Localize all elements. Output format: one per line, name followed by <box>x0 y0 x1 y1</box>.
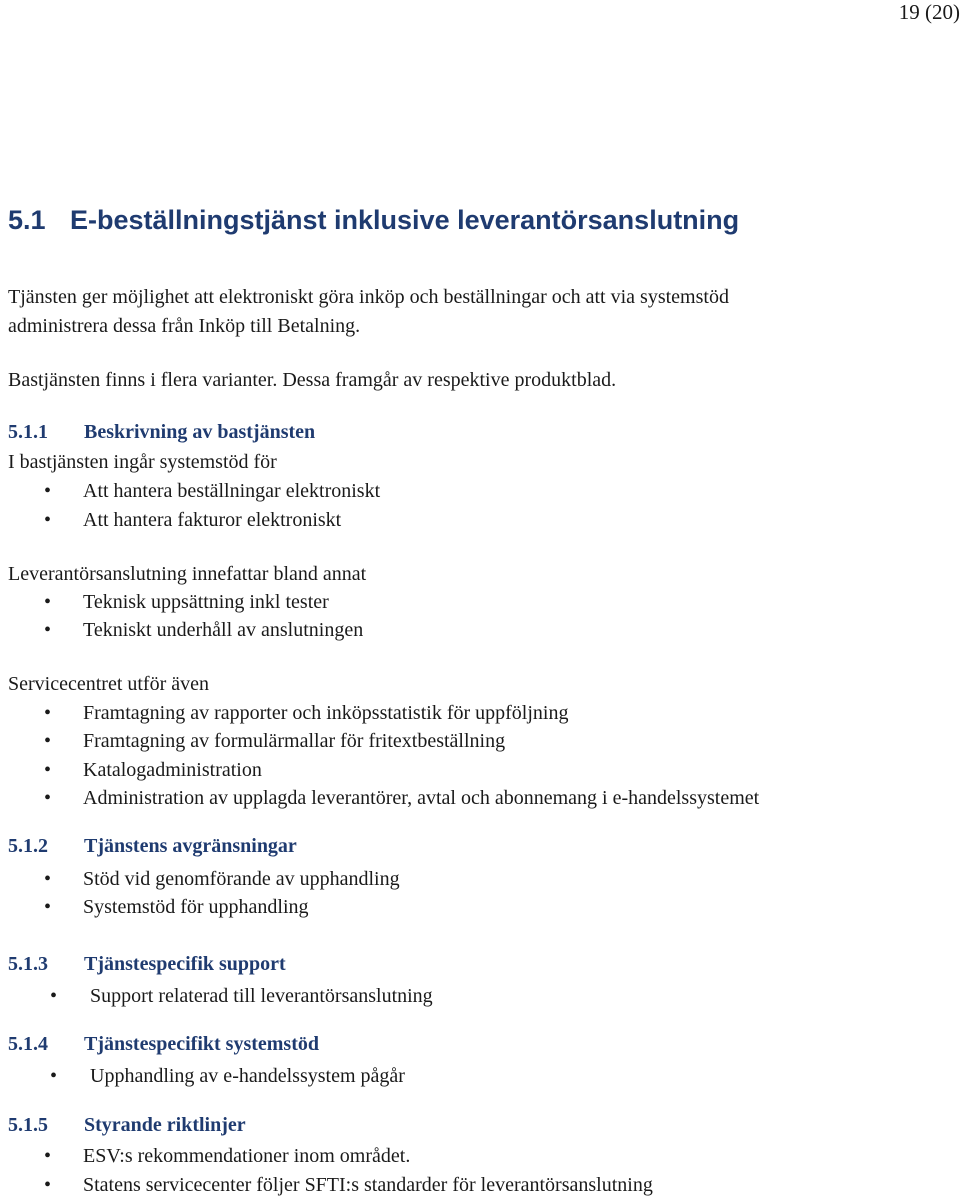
list-item: Katalogadministration <box>83 759 262 781</box>
list-item: Administration av upplagda leverantörer, avtal och abonnemang i e-handelssystemet <box>83 787 760 809</box>
subsection-title: Tjänstespecifik support <box>84 953 286 975</box>
lead-text: Servicecentret utför även <box>8 673 210 695</box>
bullet-icon: • <box>44 868 52 890</box>
bullet-icon: • <box>44 896 52 918</box>
bullet-icon: • <box>44 591 52 613</box>
subsection-title: Styrande riktlinjer <box>84 1114 246 1136</box>
subsection-number: 5.1.3 <box>8 953 48 975</box>
bullet-icon: • <box>50 985 58 1007</box>
subsection-number: 5.1.4 <box>8 1033 48 1055</box>
subsection-title: Beskrivning av bastjänsten <box>84 421 316 443</box>
list-item: Statens servicecenter följer SFTI:s standarder för leverantörsanslutning <box>83 1174 653 1196</box>
subsection-number: 5.1.2 <box>8 835 48 857</box>
lead-text: I bastjänsten ingår systemstöd för <box>8 451 277 473</box>
list-item: Teknisk uppsättning inkl tester <box>83 591 329 613</box>
list-item: Stöd vid genomförande av upphandling <box>83 868 400 890</box>
subsection-number: 5.1.1 <box>8 421 48 443</box>
section-title: E-beställningstjänst inklusive leverantörsanslutning <box>70 205 740 235</box>
subsection-number: 5.1.5 <box>8 1114 48 1136</box>
bullet-icon: • <box>44 509 52 531</box>
page-number: 19 (20) <box>898 0 960 24</box>
subsection-title: Tjänstespecifikt systemstöd <box>84 1033 319 1055</box>
intro-line-3: Bastjänsten finns i flera varianter. Dessa framgår av respektive produktblad. <box>8 369 617 391</box>
bullet-icon: • <box>44 759 52 781</box>
list-item: Systemstöd för upphandling <box>83 896 309 918</box>
section-heading <box>8 200 739 240</box>
bullet-icon: • <box>44 702 52 724</box>
bullet-icon: • <box>44 1174 52 1196</box>
bullet-icon: • <box>44 480 52 502</box>
lead-text: Leverantörsanslutning innefattar bland annat <box>8 563 367 585</box>
list-item: Att hantera beställningar elektroniskt <box>83 480 381 502</box>
bullet-icon: • <box>44 787 52 809</box>
list-item: Framtagning av rapporter och inköpsstatistik för uppföljning <box>83 702 569 724</box>
intro-line-1: Tjänsten ger möjlighet att elektroniskt göra inköp och beställningar och att via systemstöd <box>8 286 729 308</box>
list-item: Framtagning av formulärmallar för fritextbeställning <box>83 730 506 752</box>
bullet-icon: • <box>50 1065 58 1087</box>
list-item: Tekniskt underhåll av anslutningen <box>83 619 364 641</box>
bullet-icon: • <box>44 619 52 641</box>
list-item: Att hantera fakturor elektroniskt <box>83 509 342 531</box>
section-number: 5.1 <box>8 205 46 235</box>
list-item: ESV:s rekommendationer inom området. <box>83 1145 411 1167</box>
bullet-icon: • <box>44 730 52 752</box>
subsection-title: Tjänstens avgränsningar <box>84 835 297 857</box>
intro-line-2: administrera dessa från Inköp till Betalning. <box>8 315 361 337</box>
list-item: Support relaterad till leverantörsanslutning <box>90 985 433 1007</box>
bullet-icon: • <box>44 1145 52 1167</box>
list-item: Upphandling av e-handelssystem pågår <box>90 1065 405 1087</box>
